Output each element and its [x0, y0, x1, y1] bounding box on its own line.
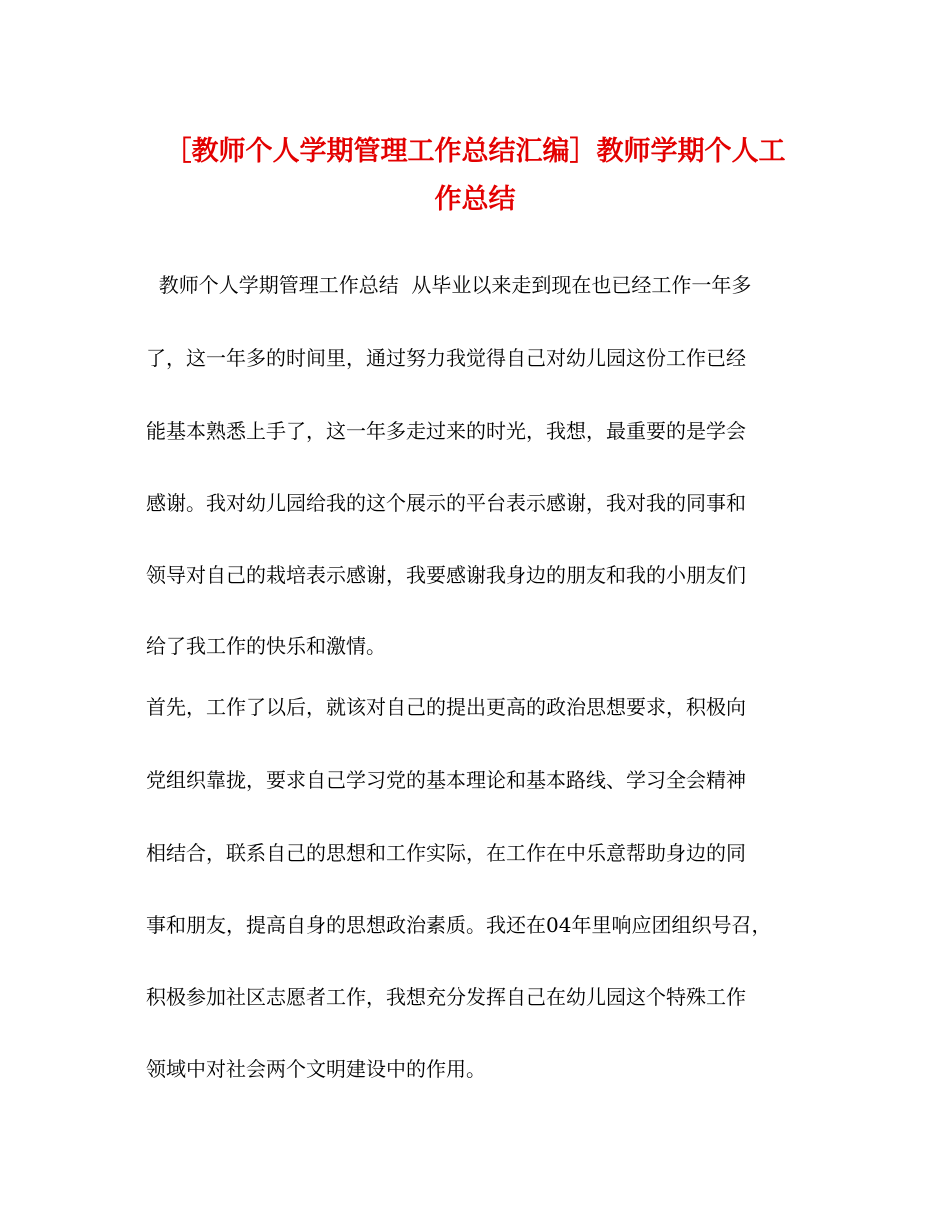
paragraph-1-line-6: 给了我工作的快乐和激情。	[146, 634, 386, 658]
paragraph-2-line-5: 积极参加社区志愿者工作，我想充分发挥自己在幼儿园这个特殊工作	[146, 985, 746, 1009]
paragraph-2-line-6: 领域中对社会两个文明建设中的作用。	[146, 1057, 486, 1081]
paragraph-1-line-5: 领导对自己的栽培表示感谢，我要感谢我身边的朋友和我的小朋友们	[146, 563, 746, 587]
document-title-line-1: ［教师个人学期管理工作总结汇编］教师学期个人工	[164, 136, 786, 167]
paragraph-1-line-2: 了，这一年多的时间里，通过努力我觉得自己对幼儿园这份工作已经	[146, 346, 746, 370]
paragraph-2-line-4: 事和朋友，提高自身的思想政治素质。我还在04年里响应团组织号召，	[146, 913, 772, 937]
document-title-line-2: 作总结	[434, 184, 516, 215]
paragraph-1-line-4: 感谢。我对幼儿园给我的这个展示的平台表示感谢，我对我的同事和	[146, 491, 746, 515]
paragraph-2-line-3: 相结合，联系自己的思想和工作实际，在工作在中乐意帮助身边的同	[146, 841, 746, 865]
paragraph-1-line-3: 能基本熟悉上手了，这一年多走过来的时光，我想，最重要的是学会	[146, 419, 746, 443]
paragraph-2-line-2: 党组织靠拢，要求自己学习党的基本理论和基本路线、学习全会精神	[146, 768, 746, 792]
paragraph-2-line-1: 首先，工作了以后，就该对自己的提出更高的政治思想要求，积极向	[146, 695, 746, 719]
paragraph-1-line-1: 教师个人学期管理工作总结 从毕业以来走到现在也已经工作一年多	[146, 273, 752, 297]
